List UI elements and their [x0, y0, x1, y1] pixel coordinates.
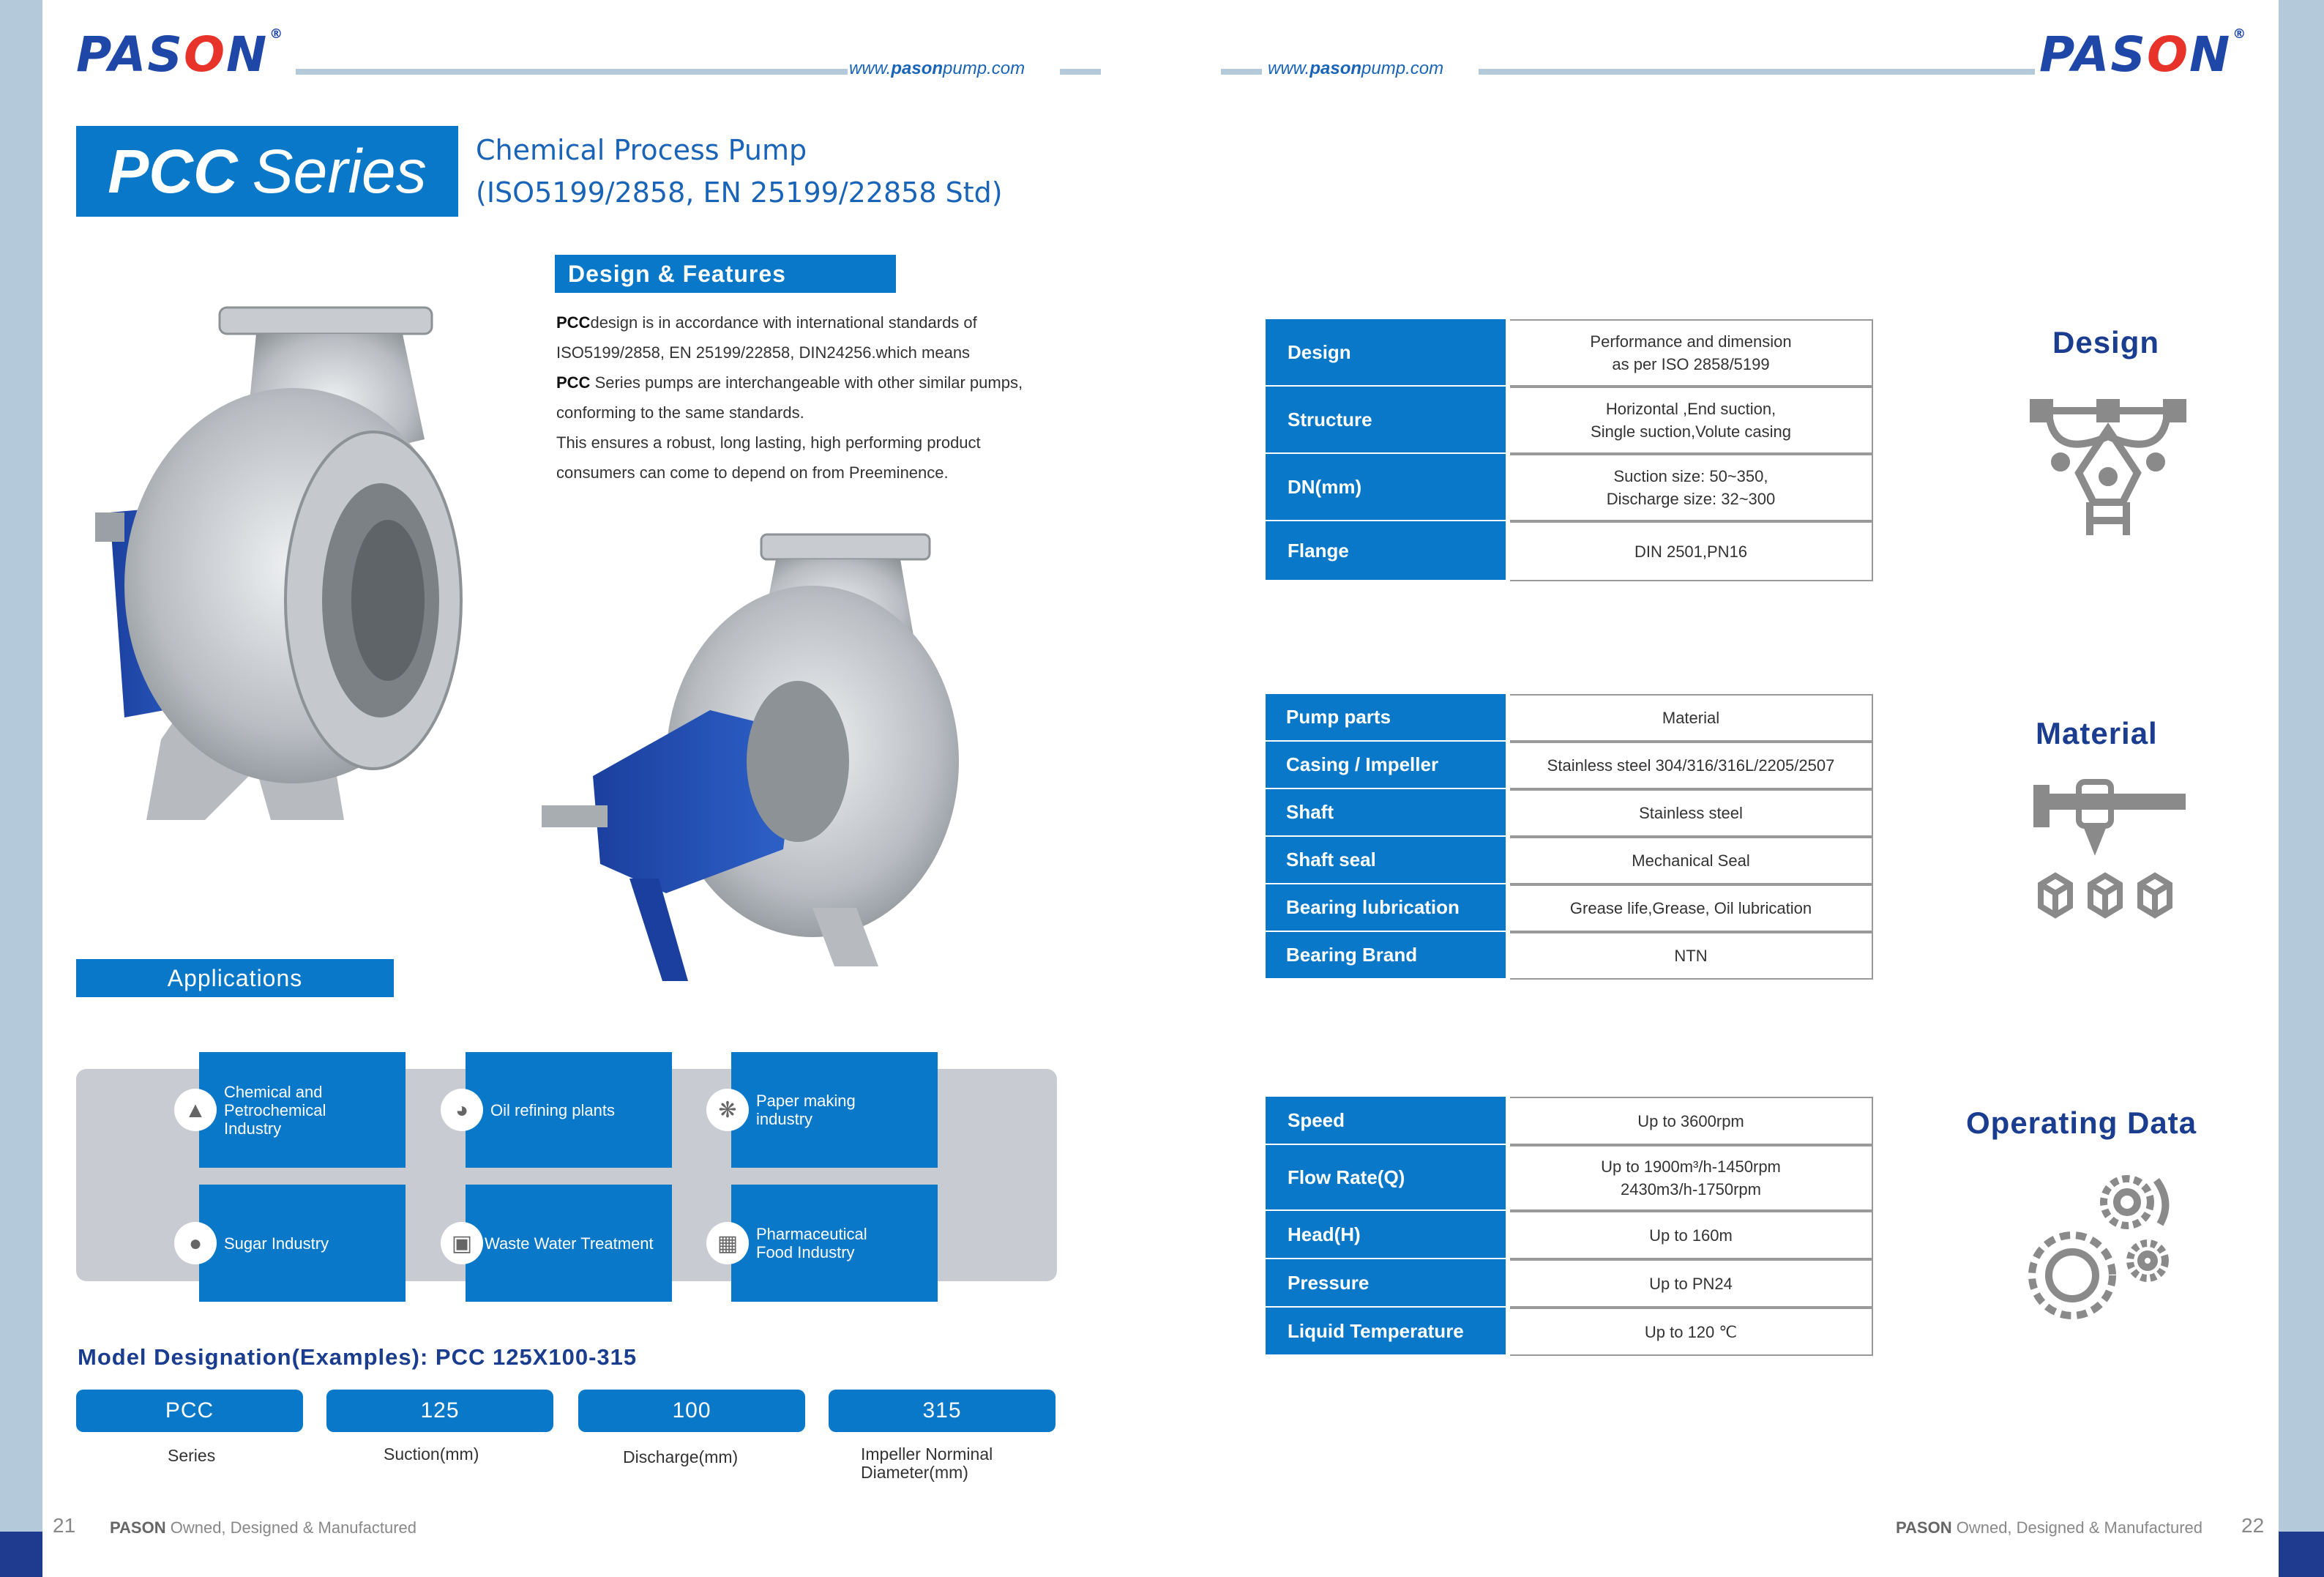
table-row — [1266, 521, 1873, 581]
spec-value: Mechanical Seal — [1510, 837, 1873, 884]
spec-label: Structure — [1266, 387, 1506, 454]
header-rule — [1060, 69, 1101, 75]
factory-icon: ▦ — [706, 1222, 749, 1264]
spec-value: Performance and dimension as per ISO 2858/5199 — [1510, 319, 1873, 387]
pump-photo-large — [81, 293, 490, 835]
spec-label: DN(mm) — [1266, 454, 1506, 521]
spec-value: Stainless steel — [1510, 789, 1873, 837]
features-description: PCCdesign is in accordance with international standards of ISO5199/2858, EN 25199/22858, DIN24256.which means PCC Series pumps are interchangeable with other similar pumps, conforming to the same standards. This ensures a robust, long lasting, high performing product consumers can come to depend on from Preeminence. — [556, 313, 1023, 482]
model-caption: Discharge(mm) — [623, 1447, 739, 1466]
table-row — [1266, 694, 1873, 742]
table-row — [1266, 742, 1873, 789]
operating-data-table — [1266, 1097, 1873, 1356]
spec-value: Up to 120 ℃ — [1510, 1308, 1873, 1356]
website-url-left[interactable]: www.pasonpump.com — [849, 59, 1025, 78]
spec-label: Bearing lubrication — [1266, 884, 1506, 932]
spec-label: Speed — [1266, 1097, 1506, 1145]
brand-logo-right: PASON ® — [2039, 26, 2248, 83]
table-row — [1266, 454, 1873, 521]
table-row — [1266, 837, 1873, 884]
series-title: PCC Series — [76, 126, 458, 217]
gears-icon — [2017, 1166, 2178, 1338]
spec-label: Pump parts — [1266, 694, 1506, 742]
table-row — [1266, 319, 1873, 387]
model-part-series: PCC — [76, 1390, 303, 1432]
spec-label: Pressure — [1266, 1259, 1506, 1308]
table-row — [1266, 789, 1873, 837]
application-tile — [188, 1185, 406, 1302]
model-designation-title: Model Designation(Examples): PCC 125X100-315 — [78, 1344, 638, 1370]
application-label: Oil refining plants — [490, 1100, 615, 1119]
design-spec-table — [1266, 319, 1873, 581]
application-tile — [451, 1185, 672, 1302]
table-row — [1266, 387, 1873, 454]
page-number-left: 21 — [53, 1514, 76, 1537]
model-caption: Impeller Norminal Diameter(mm) — [861, 1444, 993, 1482]
table-row — [1266, 1211, 1873, 1259]
table-row — [1266, 1097, 1873, 1145]
application-label: Pharmaceutical Food Industry — [756, 1225, 867, 1261]
model-caption: Suction(mm) — [384, 1444, 479, 1464]
design-features-heading: Design & Features — [555, 255, 896, 293]
left-side-bar — [0, 0, 42, 1577]
footer-tagline-left: PASON Owned, Designed & Manufactured — [110, 1518, 417, 1537]
brand-logo-left: PASON ® — [76, 26, 285, 83]
operating-category-title: Operating Data — [1966, 1106, 2197, 1140]
caliper-cubes-icon — [2033, 775, 2187, 939]
hydrant-icon: ▲ — [174, 1089, 217, 1131]
sugar-icon: ● — [174, 1222, 217, 1264]
application-tile — [717, 1185, 938, 1302]
application-label: Sugar Industry — [224, 1234, 329, 1253]
application-label: Paper making industry — [756, 1092, 856, 1128]
table-row — [1266, 1259, 1873, 1308]
spec-value: Suction size: 50~350, Discharge size: 32~300 — [1510, 454, 1873, 521]
spec-label: Shaft — [1266, 789, 1506, 837]
header-rule — [296, 69, 848, 75]
application-label: Waste Water Treatment — [485, 1234, 654, 1253]
spec-value: Up to 160m — [1510, 1211, 1873, 1259]
spec-label: Liquid Temperature — [1266, 1308, 1506, 1356]
application-tile — [718, 1052, 938, 1168]
spec-value: Up to PN24 — [1510, 1259, 1873, 1308]
spec-label: Flow Rate(Q) — [1266, 1145, 1506, 1211]
spec-value: Grease life,Grease, Oil lubrication — [1510, 884, 1873, 932]
design-category-title: Design — [2052, 325, 2160, 359]
application-label: Chemical and Petrochemical Industry — [224, 1082, 326, 1138]
spec-value: Material — [1510, 694, 1873, 742]
application-tile — [184, 1052, 406, 1168]
spec-value: DIN 2501,PN16 — [1510, 521, 1873, 581]
table-row — [1266, 1308, 1873, 1356]
spec-value: NTN — [1510, 932, 1873, 980]
spec-label: Shaft seal — [1266, 837, 1506, 884]
table-row — [1266, 932, 1873, 980]
model-part-discharge: 100 — [578, 1390, 805, 1432]
footer-tagline-right: PASON Owned, Designed & Manufactured — [1896, 1518, 2203, 1537]
paper-fan-icon: ❋ — [706, 1089, 749, 1131]
spec-value: Stainless steel 304/316/316L/2205/2507 — [1510, 742, 1873, 789]
model-caption: Series — [168, 1446, 216, 1465]
header-rule — [1221, 69, 1262, 75]
gauge-valve-icon: ◕ — [441, 1089, 483, 1131]
spec-label: Flange — [1266, 521, 1506, 581]
left-footer-block — [0, 1532, 42, 1577]
table-row — [1266, 884, 1873, 932]
applications-heading: Applications — [76, 959, 394, 997]
pump-photo-small — [534, 527, 959, 996]
spec-label: Bearing Brand — [1266, 932, 1506, 980]
pen-tool-icon — [2028, 392, 2189, 550]
material-spec-table — [1266, 694, 1873, 980]
truck-icon: ▣ — [441, 1222, 483, 1264]
application-tile — [455, 1052, 672, 1168]
model-part-impeller: 315 — [829, 1390, 1055, 1432]
website-url-right[interactable]: www.pasonpump.com — [1268, 59, 1444, 78]
series-subtitle: Chemical Process Pump (ISO5199/2858, EN 25199/22858 Std) — [476, 134, 1003, 209]
table-row — [1266, 1145, 1873, 1211]
spec-label: Head(H) — [1266, 1211, 1506, 1259]
spec-label: Casing / Impeller — [1266, 742, 1506, 789]
spec-value: Horizontal ,End suction, Single suction,Volute casing — [1510, 387, 1873, 454]
right-side-bar — [2279, 0, 2324, 1577]
spec-value: Up to 3600rpm — [1510, 1097, 1873, 1145]
material-category-title: Material — [2036, 716, 2158, 750]
header-rule — [1479, 69, 2035, 75]
spec-label: Design — [1266, 319, 1506, 387]
spec-value: Up to 1900m³/h-1450rpm 2430m3/h-1750rpm — [1510, 1145, 1873, 1211]
right-footer-block — [2279, 1532, 2324, 1577]
page-number-right: 22 — [2241, 1514, 2265, 1537]
model-part-suction: 125 — [326, 1390, 553, 1432]
